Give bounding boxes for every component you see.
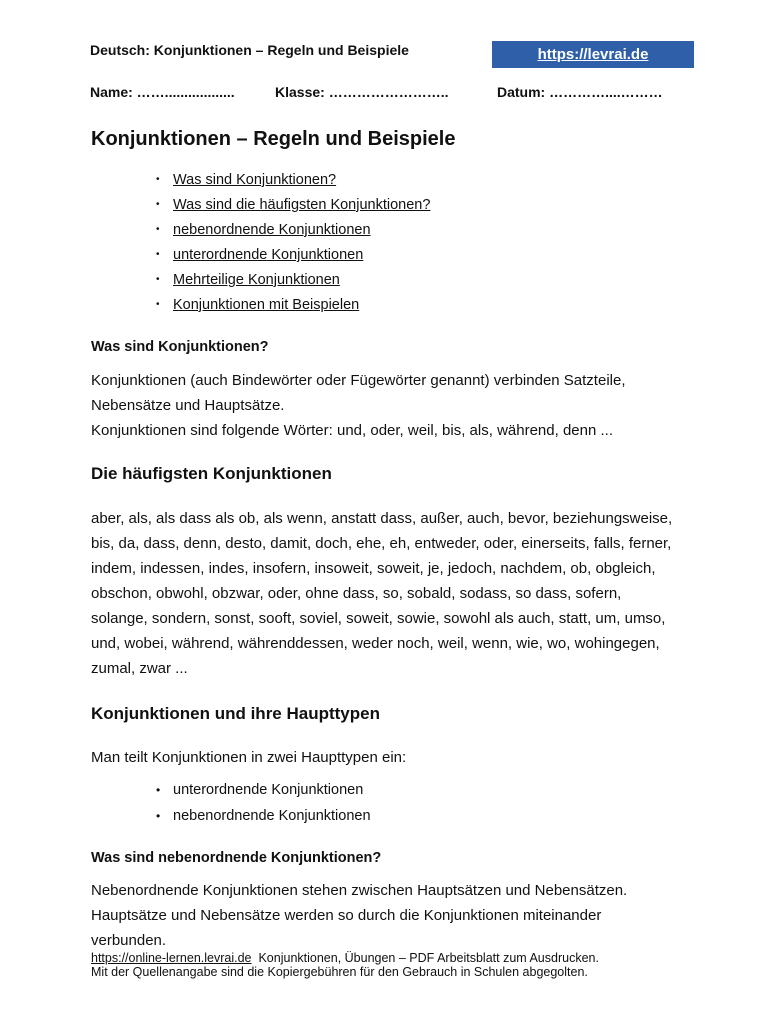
page-footer [91,951,599,979]
bullet-icon: • [156,224,160,235]
type-label: unterordnende Konjunktionen [173,782,364,798]
bullet-icon: • [156,274,160,285]
toc-item [156,295,430,320]
toc-link-mehrteilige[interactable]: Mehrteilige Konjunktionen [173,272,340,288]
text-line: und, wobei, während, währenddessen, weder noch, weil, wenn, wie, wo, wohingegen, [91,635,660,652]
bullet-icon: • [156,249,160,260]
worksheet-header-title: Deutsch: Konjunktionen – Regeln und Beispiele [90,42,409,58]
toc-item [156,270,430,295]
bullet-icon: • [156,783,161,797]
text-line: Nebensätze und Hauptsätze. [91,397,285,414]
toc-item [156,195,430,220]
url-badge[interactable] [492,41,694,68]
text-line: zumal, zwar ... [91,660,188,677]
section-heading-nebenordnende: Was sind nebenordnende Konjunktionen? [91,850,382,866]
bullet-icon: • [156,809,161,823]
type-label: nebenordnende Konjunktionen [173,808,371,824]
toc-link-haeufigsten[interactable]: Was sind die häufigsten Konjunktionen? [173,197,431,213]
text-line: aber, als, als dass als ob, als wenn, anstatt dass, außer, auch, bevor, beziehungsweise, [91,510,673,527]
text-line: verbunden. [91,932,167,949]
text-line: solange, sondern, sonst, sooft, soviel, soweit, sowie, sowohl als auch, statt, um, umso, [91,610,666,627]
name-field: Name: …….................. [90,84,235,100]
toc-link-was-sind[interactable]: Was sind Konjunktionen? [173,172,337,188]
text-line: Nebenordnende Konjunktionen stehen zwischen Hauptsätzen und Nebensätzen. [91,882,628,899]
section-heading-was-sind: Was sind Konjunktionen? [91,339,269,355]
section4-text [91,878,711,953]
section3-intro: Man teilt Konjunktionen in zwei Haupttypen ein: [91,749,407,766]
footer-text-1: Konjunktionen, Übungen – PDF Arbeitsblatt zum Ausdrucken. [258,951,599,965]
toc-item [156,220,430,245]
table-of-contents [156,170,430,320]
toc-link-nebenordnende[interactable]: nebenordnende Konjunktionen [173,222,371,238]
toc-link-unterordnende[interactable]: unterordnende Konjunktionen [173,247,364,263]
text-line: Hauptsätze und Nebensätze werden so durch die Konjunktionen miteinander [91,907,602,924]
footer-text-2: Mit der Quellenangabe sind die Kopiergebühren für den Gebrauch in Schulen abgegolten. [91,965,588,979]
date-field: Datum: …………....……… [497,84,663,100]
text-line: Konjunktionen sind folgende Wörter: und, oder, weil, bis, als, während, denn ... [91,422,613,439]
text-line: obschon, obwohl, obzwar, oder, ohne dass, so, sobald, sodass, so dass, sofern, [91,585,622,602]
toc-item [156,170,430,195]
toc-link-beispiele[interactable]: Konjunktionen mit Beispielen [173,297,360,313]
section1-text [91,368,711,443]
conjunction-list-text [91,506,711,681]
text-line: indem, indessen, indes, insofern, insoweit, soweit, je, jedoch, nachdem, ob, obgleich, [91,560,656,577]
text-line: Konjunktionen (auch Bindewörter oder Fügewörter genannt) verbinden Satzteile, [91,372,626,389]
bullet-icon: • [156,199,160,210]
page-title: Konjunktionen – Regeln und Beispiele [91,128,456,150]
text-line: bis, da, dass, denn, desto, damit, doch, ehe, eh, entweder, oder, einerseits, falls, ferner, [91,535,672,552]
bullet-icon: • [156,299,160,310]
footer-link[interactable]: https://online-lernen.levrai.de [91,951,252,965]
footer-line-1 [91,951,599,965]
list-item [156,806,371,832]
url-badge-link[interactable]: https://levrai.de [537,46,649,63]
toc-item [156,245,430,270]
types-list [156,780,371,832]
bullet-icon: • [156,174,160,185]
section-heading-haupttypen: Konjunktionen und ihre Haupttypen [91,704,380,723]
class-field: Klasse: …………………….. [275,84,449,100]
section-heading-haeufigsten: Die häufigsten Konjunktionen [91,464,332,483]
list-item [156,780,371,806]
